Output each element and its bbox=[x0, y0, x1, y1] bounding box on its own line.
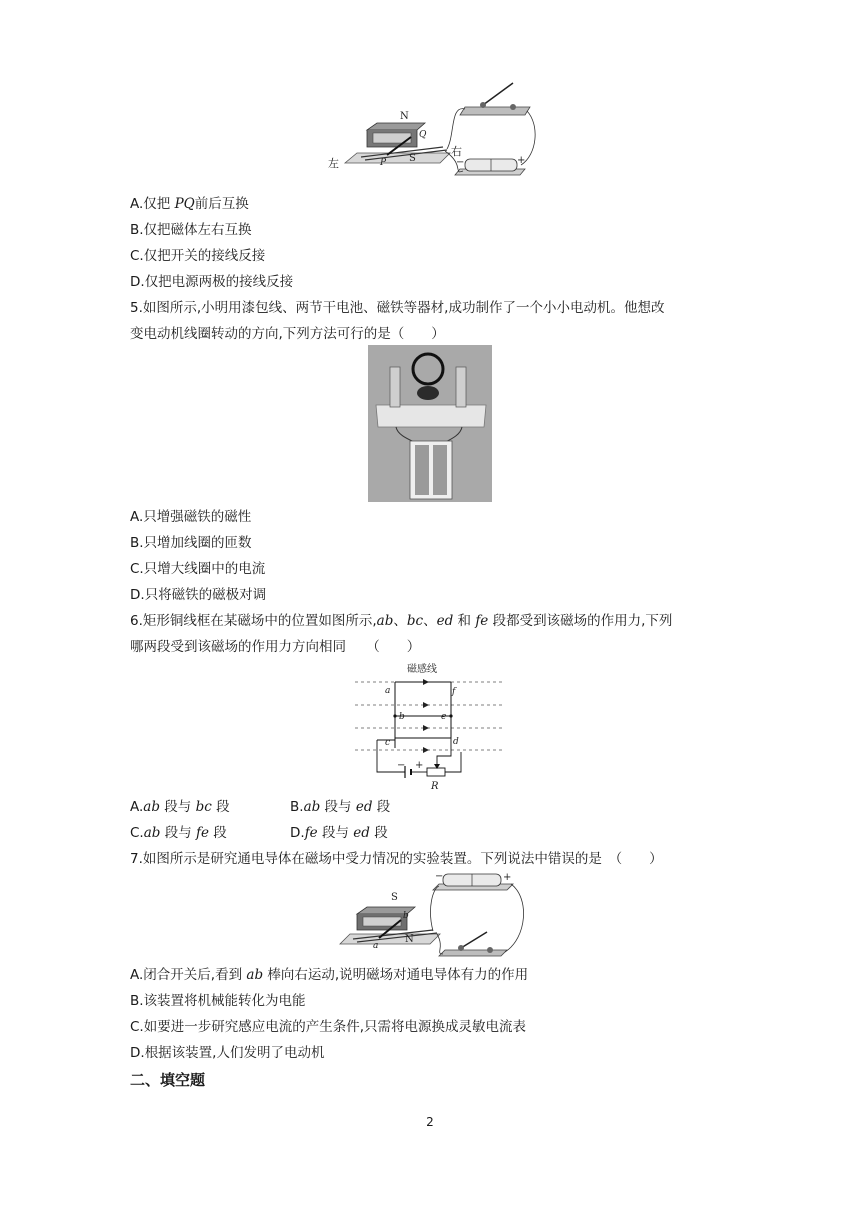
q6-figure bbox=[355, 660, 505, 792]
q6-option-d[interactable]: D.fe 段与 ed 段 bbox=[290, 825, 388, 841]
q5-question-line2: 变电动机线圈转动的方向,下列方法可行的是（ ） bbox=[130, 326, 445, 342]
fig4-label-left: 左 bbox=[328, 157, 339, 170]
fig4-label-p: P bbox=[380, 158, 387, 168]
q6-fig-label-f: f bbox=[452, 687, 456, 697]
q6-fig-label-c: c bbox=[385, 738, 391, 748]
q6-option-a[interactable]: A.ab 段与 bc 段 bbox=[130, 799, 230, 815]
q5-option-d[interactable]: D.只将磁铁的磁极对调 bbox=[130, 587, 267, 603]
q7-option-a[interactable]: A.闭合开关后,看到 ab 棒向右运动,说明磁场对通电导体有力的作用 bbox=[130, 967, 529, 983]
section-title-fill-in: 二、填空题 bbox=[130, 1071, 206, 1089]
q5-option-b[interactable]: B.只增加线圈的匝数 bbox=[130, 535, 252, 551]
q6-fig-label-b: b bbox=[399, 712, 405, 722]
q7-fig-label-n: N bbox=[405, 934, 414, 945]
q6-option-c[interactable]: C.ab 段与 fe 段 bbox=[130, 825, 227, 841]
q6-fig-title: 磁感线 bbox=[407, 664, 437, 675]
q4-option-b[interactable]: B.仅把磁体左右互换 bbox=[130, 222, 252, 238]
q7-fig-label-b: b bbox=[403, 911, 409, 921]
q7-option-b[interactable]: B.该装置将机械能转化为电能 bbox=[130, 993, 306, 1009]
q6-fig-label-minus: − bbox=[397, 760, 406, 771]
q7-option-d[interactable]: D.根据该装置,人们发明了电动机 bbox=[130, 1045, 325, 1061]
q5-question-line1: 5.如图所示,小明用漆包线、两节干电池、磁铁等器材,成功制作了一个小小电动机。他想改 bbox=[130, 300, 665, 316]
q7-fig-label-s: S bbox=[391, 892, 398, 903]
q6-question-line2: 哪两段受到该磁场的作用力方向相同 （ ） bbox=[130, 639, 421, 655]
q4-option-c[interactable]: C.仅把开关的接线反接 bbox=[130, 248, 266, 264]
q6-question-line1: 6.矩形铜线框在某磁场中的位置如图所示,ab、bc、ed 和 fe 段都受到该磁场的作用力,下列 bbox=[130, 613, 673, 629]
q5-option-c[interactable]: C.只增大线圈中的电流 bbox=[130, 561, 266, 577]
page-number: 2 bbox=[426, 1115, 434, 1129]
q4-option-d[interactable]: D.仅把电源两极的接线反接 bbox=[130, 274, 294, 290]
q7-question-line1: 7.如图所示是研究通电导体在磁场中受力情况的实验装置。下列说法中错误的是 （ ） bbox=[130, 851, 663, 867]
q6-option-b[interactable]: B.ab 段与 ed 段 bbox=[290, 799, 391, 815]
q7-fig-label-minus: − bbox=[435, 871, 444, 882]
q5-option-a[interactable]: A.只增强磁铁的磁性 bbox=[130, 509, 252, 525]
q7-option-c[interactable]: C.如要进一步研究感应电流的产生条件,只需将电源换成灵敏电流表 bbox=[130, 1019, 527, 1035]
q6-fig-label-a: a bbox=[385, 686, 391, 696]
q4-figure bbox=[325, 75, 540, 185]
q6-fig-label-r: R bbox=[431, 781, 439, 792]
q7-fig-label-plus: + bbox=[503, 872, 512, 883]
fig4-label-minus: − bbox=[456, 157, 465, 168]
q6-fig-label-plus: + bbox=[415, 760, 424, 771]
q7-figure bbox=[335, 868, 535, 958]
q6-fig-label-e: e bbox=[441, 712, 447, 722]
fig4-label-plus: + bbox=[517, 155, 526, 166]
q7-fig-label-a: a bbox=[373, 941, 379, 951]
fig4-label-q: Q bbox=[419, 130, 427, 140]
fig4-label-right: 右 bbox=[451, 145, 462, 158]
q6-fig-label-d: d bbox=[453, 737, 459, 747]
fig4-label-n: N bbox=[400, 111, 409, 122]
q4-option-a[interactable]: A.仅把 PQ前后互换 bbox=[130, 196, 249, 212]
fig4-label-s: S bbox=[409, 153, 416, 164]
q5-motor-photo bbox=[368, 345, 492, 502]
